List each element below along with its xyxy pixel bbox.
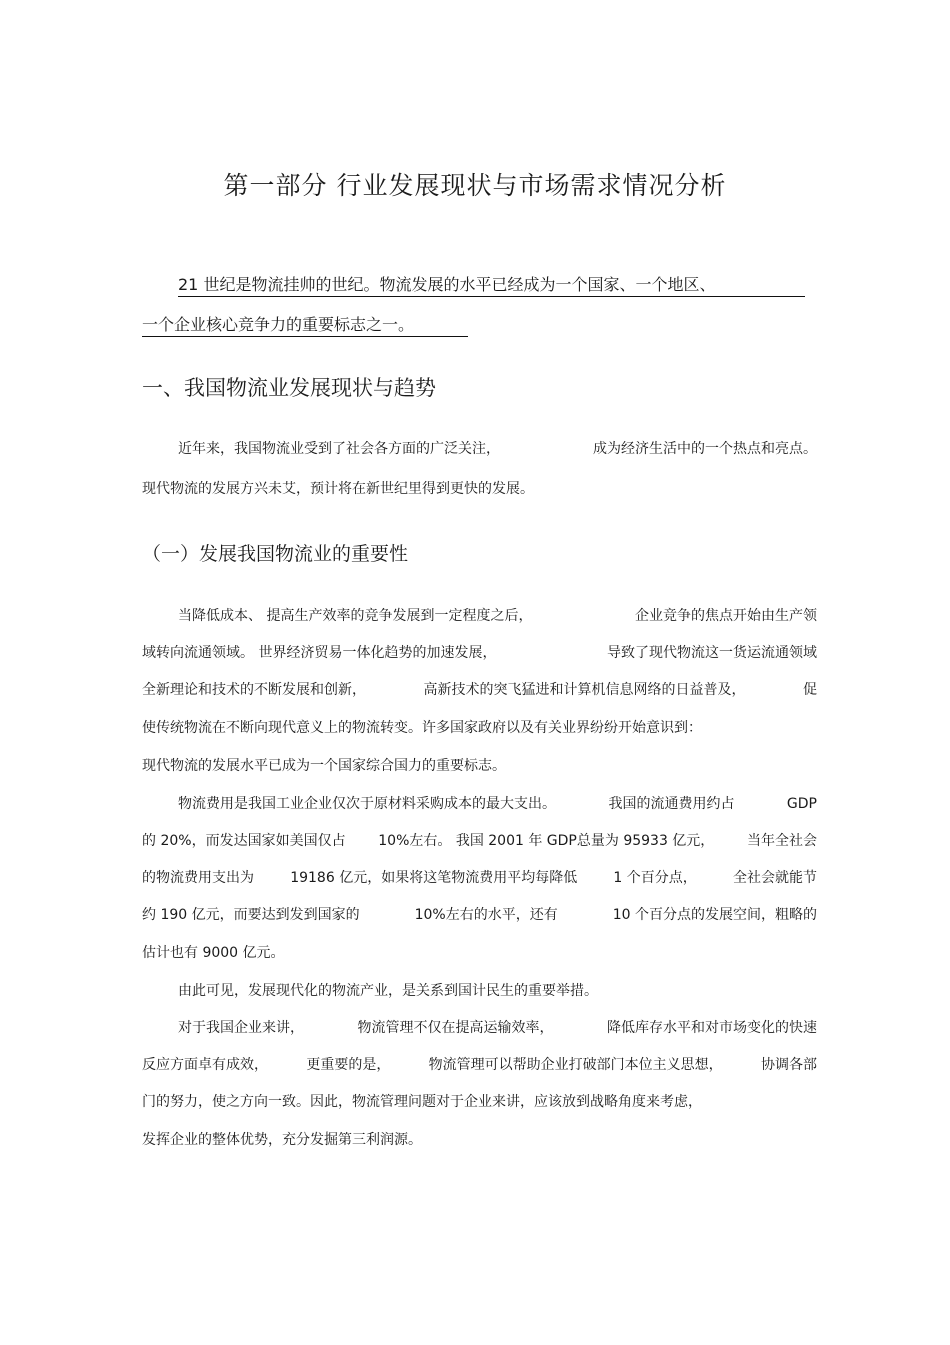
text-segment: 10 个百分点的发展空间，粗略的	[612, 907, 817, 923]
text-segment: 当年全社会	[746, 833, 817, 849]
text-segment: 反应方面卓有成效，	[142, 1057, 268, 1073]
text-segment: 更重要的是，	[306, 1057, 391, 1073]
text-segment: GDP	[786, 796, 817, 812]
text-segment: 促	[803, 682, 817, 698]
paragraph-line	[142, 756, 817, 776]
text-segment: 物流管理不仅在提高运输效率，	[357, 1020, 554, 1036]
paragraph-line	[178, 794, 817, 814]
paragraph-line	[178, 606, 817, 626]
paragraph-line	[142, 718, 817, 738]
paragraph-line	[142, 680, 817, 700]
text-segment: 近年来，我国物流业受到了社会各方面的广泛关注，	[178, 441, 500, 457]
text-segment: 协调各部	[760, 1057, 817, 1073]
paragraph-line	[142, 643, 817, 663]
paragraph-line	[178, 439, 817, 459]
text-segment: 企业竞争的焦点开始由生产领	[635, 608, 817, 624]
section-heading-1: 一、我国物流业发展现状与趋势	[142, 376, 436, 400]
text-segment: 物流费用是我国工业企业仅次于原材料采购成本的最大支出。	[178, 796, 556, 812]
paragraph-line	[142, 479, 817, 499]
text-segment: 19186 亿元，如果将这笔物流费用平均每降低	[290, 870, 578, 886]
text-segment: 物流管理可以帮助企业打破部门本位主义思想，	[428, 1057, 723, 1073]
text-segment: 约 190 亿元，而要达到发到国家的	[142, 907, 360, 923]
paragraph-line	[178, 1018, 817, 1038]
text-segment: 降低库存水平和对市场变化的快速	[607, 1020, 817, 1036]
page-title: 第一部分 行业发展现状与市场需求情况分析	[223, 171, 727, 200]
text-segment: 10%左右。 我国 2001 年 GDP总量为 95933 亿元，	[378, 833, 715, 849]
intro-line-2: 一个企业核心竞争力的重要标志之一。	[142, 312, 468, 337]
text-segment: 的 20%，而发达国家如美国仅占	[142, 833, 346, 849]
paragraph-line	[142, 1130, 817, 1150]
paragraph-line	[142, 1055, 817, 1075]
text-segment: 现代物流的发展方兴未艾，预计将在新世纪里得到更快的发展。	[142, 481, 534, 497]
text-segment: 10%左右的水平，还有	[414, 907, 558, 923]
text-segment: 当降低成本、 提高生产效率的竞争发展到一定程度之后，	[178, 608, 533, 624]
text-segment: 现代物流的发展水平已成为一个国家综合国力的重要标志。	[142, 758, 506, 774]
paragraph-line	[142, 831, 817, 851]
subsection-heading-1: （一）发展我国物流业的重要性	[142, 543, 409, 565]
paragraph-line	[142, 905, 817, 925]
text-segment: 全新理论和技术的不断发展和创新，	[142, 682, 366, 698]
paragraph-line	[142, 868, 817, 888]
text-segment: 估计也有 9000 亿元。	[142, 945, 285, 961]
text-segment: 1 个百分点，	[613, 870, 697, 886]
text-segment: 成为经济生活中的一个热点和亮点。	[593, 441, 817, 457]
text-segment: 域转向流通领域。 世界经济贸易一体化趋势的加速发展，	[142, 645, 497, 661]
text-segment: 由此可见，发展现代化的物流产业，是关系到国计民生的重要举措。	[178, 983, 598, 999]
text-segment: 使传统物流在不断向现代意义上的物流转变。许多国家政府以及有关业界纷纷开始意识到：	[142, 720, 702, 736]
text-segment: 发挥企业的整体优势，充分发掘第三利润源。	[142, 1132, 422, 1148]
text-segment: 对于我国企业来讲，	[178, 1020, 304, 1036]
text-segment: 高新技术的突飞猛进和计算机信息网络的日益普及，	[423, 682, 746, 698]
text-segment: 全社会就能节	[732, 870, 817, 886]
text-segment: 门的努力，使之方向一致。因此，物流管理问题对于企业来讲，应该放到战略角度来考虑，	[142, 1094, 702, 1110]
paragraph-line	[142, 943, 817, 963]
paragraph-line	[142, 1092, 817, 1112]
paragraph-line	[178, 981, 817, 1001]
intro-line-1: 21 世纪是物流挂帅的世纪。物流发展的水平已经成为一个国家、一个地区、	[178, 272, 805, 297]
text-segment: 的物流费用支出为	[142, 870, 254, 886]
text-segment: 我国的流通费用约占	[608, 796, 735, 812]
text-segment: 导致了现代物流这一货运流通领域	[607, 645, 817, 661]
